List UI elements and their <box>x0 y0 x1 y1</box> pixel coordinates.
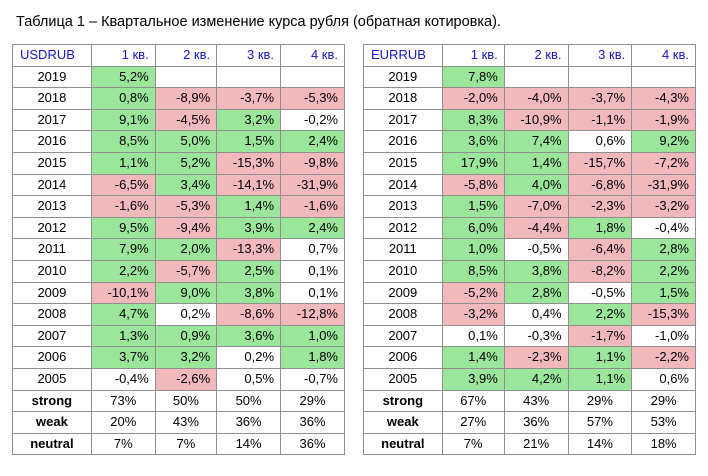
table-row <box>13 282 345 304</box>
cell-q4: 9,2% <box>632 131 696 153</box>
row-year: 2008 <box>364 304 443 326</box>
summary-value-q4: 36% <box>281 412 345 434</box>
cell-q4: 2,4% <box>281 217 345 239</box>
cell-q3: 3,9% <box>217 217 281 239</box>
cell-q3: -8,2% <box>568 260 632 282</box>
cell-q3: -1,1% <box>568 109 632 131</box>
cell-q1: 8,5% <box>442 260 504 282</box>
cell-q1: 3,6% <box>442 131 504 153</box>
row-year: 2019 <box>13 66 92 88</box>
cell-q2: 0,2% <box>155 304 216 326</box>
table-row <box>13 325 345 347</box>
cell-q2: 3,2% <box>155 347 216 369</box>
cell-q2: -4,4% <box>504 217 568 239</box>
table-row <box>364 174 696 196</box>
cell-q1: -2,0% <box>442 88 504 110</box>
cell-q4: -12,8% <box>281 304 345 326</box>
summary-value-q2: 7% <box>155 433 216 455</box>
table-row <box>13 260 345 282</box>
table-row <box>13 109 345 131</box>
cell-q3: -15,3% <box>217 152 281 174</box>
table-row <box>13 66 345 88</box>
cell-q1: 1,0% <box>442 239 504 261</box>
cell-q3: -15,7% <box>568 152 632 174</box>
table-row <box>13 217 345 239</box>
summary-value-q2: 21% <box>504 433 568 455</box>
summary-row <box>13 390 345 412</box>
cell-q2: -4,0% <box>504 88 568 110</box>
cell-q1: 9,5% <box>91 217 155 239</box>
column-header-q1: 1 кв. <box>91 45 155 67</box>
usdrub-table-footer <box>13 390 345 455</box>
cell-q3: 1,4% <box>217 196 281 218</box>
summary-value-q3: 36% <box>217 412 281 434</box>
cell-q2: 4,2% <box>504 368 568 390</box>
row-year: 2018 <box>364 88 443 110</box>
summary-value-q3: 14% <box>568 433 632 455</box>
cell-q3: 1,1% <box>568 347 632 369</box>
table-caption: Таблица 1 – Квартальное изменение курса рубля (обратная котировка). <box>16 14 501 30</box>
cell-q4: 0,1% <box>281 282 345 304</box>
table-row <box>13 304 345 326</box>
cell-q2: -0,5% <box>504 239 568 261</box>
eurrub-table-body <box>364 66 696 390</box>
row-year: 2007 <box>364 325 443 347</box>
cell-q2: 5,2% <box>155 152 216 174</box>
cell-q2: -7,0% <box>504 196 568 218</box>
summary-value-q4: 29% <box>632 390 696 412</box>
cell-q3: -6,4% <box>568 239 632 261</box>
cell-q3 <box>568 66 632 88</box>
cell-q4: -3,2% <box>632 196 696 218</box>
summary-value-q1: 67% <box>442 390 504 412</box>
table-row <box>13 196 345 218</box>
summary-label: weak <box>13 412 92 434</box>
cell-q2 <box>504 66 568 88</box>
cell-q3: 3,2% <box>217 109 281 131</box>
cell-q1: 1,4% <box>442 347 504 369</box>
cell-q1: 8,3% <box>442 109 504 131</box>
eurrub-table-footer <box>364 390 696 455</box>
cell-q3: 0,6% <box>568 131 632 153</box>
cell-q1: 17,9% <box>442 152 504 174</box>
cell-q1: 3,9% <box>442 368 504 390</box>
table-row <box>13 88 345 110</box>
cell-q4 <box>632 66 696 88</box>
row-year: 2013 <box>364 196 443 218</box>
cell-q1: 7,9% <box>91 239 155 261</box>
summary-value-q1: 20% <box>91 412 155 434</box>
cell-q2: -9,4% <box>155 217 216 239</box>
cell-q2: 3,4% <box>155 174 216 196</box>
cell-q4: 2,8% <box>632 239 696 261</box>
cell-q2: -5,7% <box>155 260 216 282</box>
cell-q3: 3,8% <box>217 282 281 304</box>
summary-value-q1: 73% <box>91 390 155 412</box>
cell-q1: 7,8% <box>442 66 504 88</box>
summary-row <box>13 433 345 455</box>
table-row <box>364 347 696 369</box>
cell-q3: -8,6% <box>217 304 281 326</box>
table-row <box>364 88 696 110</box>
row-year: 2017 <box>364 109 443 131</box>
row-year: 2015 <box>13 152 92 174</box>
cell-q2: 1,4% <box>504 152 568 174</box>
row-year: 2011 <box>364 239 443 261</box>
cell-q4: 2,4% <box>281 131 345 153</box>
cell-q3: -14,1% <box>217 174 281 196</box>
cell-q3: -1,7% <box>568 325 632 347</box>
table-row <box>364 260 696 282</box>
row-year: 2008 <box>13 304 92 326</box>
table-row <box>13 152 345 174</box>
summary-value-q3: 50% <box>217 390 281 412</box>
summary-value-q1: 27% <box>442 412 504 434</box>
summary-value-q1: 7% <box>91 433 155 455</box>
cell-q1: 3,7% <box>91 347 155 369</box>
cell-q4: -0,7% <box>281 368 345 390</box>
cell-q4: -31,9% <box>281 174 345 196</box>
row-year: 2006 <box>364 347 443 369</box>
summary-value-q3: 29% <box>568 390 632 412</box>
row-year: 2010 <box>13 260 92 282</box>
table-row <box>364 282 696 304</box>
cell-q3: 3,6% <box>217 325 281 347</box>
table-header-row <box>13 45 345 67</box>
table-row <box>364 368 696 390</box>
table-row <box>364 217 696 239</box>
cell-q3: -2,3% <box>568 196 632 218</box>
table-row <box>364 152 696 174</box>
table-row <box>364 131 696 153</box>
cell-q4: 1,5% <box>632 282 696 304</box>
cell-q3: -3,7% <box>217 88 281 110</box>
row-year: 2010 <box>364 260 443 282</box>
cell-q4: 2,2% <box>632 260 696 282</box>
table-row <box>13 347 345 369</box>
tables-container <box>12 44 696 455</box>
summary-value-q4: 18% <box>632 433 696 455</box>
cell-q4: -5,3% <box>281 88 345 110</box>
cell-q1: -10,1% <box>91 282 155 304</box>
cell-q1: 8,5% <box>91 131 155 153</box>
cell-q2: -8,9% <box>155 88 216 110</box>
row-year: 2013 <box>13 196 92 218</box>
cell-q4: -1,0% <box>632 325 696 347</box>
summary-value-q2: 43% <box>504 390 568 412</box>
column-header-q4: 4 кв. <box>632 45 696 67</box>
cell-q3: 0,2% <box>217 347 281 369</box>
row-year: 2005 <box>364 368 443 390</box>
cell-q4: 1,0% <box>281 325 345 347</box>
table-row <box>13 368 345 390</box>
cell-q3: 1,5% <box>217 131 281 153</box>
column-header-q1: 1 кв. <box>442 45 504 67</box>
column-header-usdrub: USDRUB <box>13 45 92 67</box>
cell-q1: 2,2% <box>91 260 155 282</box>
cell-q4: 0,7% <box>281 239 345 261</box>
summary-value-q4: 29% <box>281 390 345 412</box>
table-row <box>364 66 696 88</box>
cell-q1: 1,3% <box>91 325 155 347</box>
cell-q1: 1,1% <box>91 152 155 174</box>
cell-q3: 2,2% <box>568 304 632 326</box>
cell-q4: -1,6% <box>281 196 345 218</box>
summary-label: weak <box>364 412 443 434</box>
row-year: 2012 <box>13 217 92 239</box>
summary-value-q2: 50% <box>155 390 216 412</box>
column-header-q3: 3 кв. <box>568 45 632 67</box>
summary-row <box>364 433 696 455</box>
cell-q1: -5,8% <box>442 174 504 196</box>
row-year: 2019 <box>364 66 443 88</box>
cell-q2: 9,0% <box>155 282 216 304</box>
column-header-q3: 3 кв. <box>217 45 281 67</box>
cell-q1: -3,2% <box>442 304 504 326</box>
summary-row <box>364 412 696 434</box>
cell-q1: -5,2% <box>442 282 504 304</box>
cell-q1: 1,5% <box>442 196 504 218</box>
row-year: 2006 <box>13 347 92 369</box>
cell-q2: 4,0% <box>504 174 568 196</box>
summary-label: neutral <box>13 433 92 455</box>
table-row <box>13 131 345 153</box>
cell-q3 <box>217 66 281 88</box>
cell-q4: 0,6% <box>632 368 696 390</box>
row-year: 2016 <box>13 131 92 153</box>
cell-q4: -9,8% <box>281 152 345 174</box>
cell-q1: 4,7% <box>91 304 155 326</box>
summary-label: strong <box>13 390 92 412</box>
cell-q4: 0,1% <box>281 260 345 282</box>
cell-q1: -6,5% <box>91 174 155 196</box>
usdrub-table <box>12 44 345 455</box>
cell-q3: 1,1% <box>568 368 632 390</box>
table-row <box>364 109 696 131</box>
summary-label: neutral <box>364 433 443 455</box>
cell-q4: -0,4% <box>632 217 696 239</box>
cell-q2: -0,3% <box>504 325 568 347</box>
cell-q3: -3,7% <box>568 88 632 110</box>
row-year: 2018 <box>13 88 92 110</box>
cell-q3: -13,3% <box>217 239 281 261</box>
table-row <box>364 239 696 261</box>
cell-q4: -15,3% <box>632 304 696 326</box>
cell-q2: -10,9% <box>504 109 568 131</box>
column-header-eurrub: EURRUB <box>364 45 443 67</box>
cell-q1: 0,1% <box>442 325 504 347</box>
summary-value-q4: 53% <box>632 412 696 434</box>
table-row <box>13 174 345 196</box>
cell-q4: -0,2% <box>281 109 345 131</box>
cell-q1: 9,1% <box>91 109 155 131</box>
row-year: 2009 <box>13 282 92 304</box>
cell-q2: 5,0% <box>155 131 216 153</box>
column-header-q2: 2 кв. <box>504 45 568 67</box>
row-year: 2017 <box>13 109 92 131</box>
usdrub-table-body <box>13 66 345 390</box>
cell-q2: -5,3% <box>155 196 216 218</box>
row-year: 2014 <box>364 174 443 196</box>
cell-q4: 1,8% <box>281 347 345 369</box>
row-year: 2005 <box>13 368 92 390</box>
cell-q1: 0,8% <box>91 88 155 110</box>
row-year: 2007 <box>13 325 92 347</box>
table-header-row <box>364 45 696 67</box>
table-row <box>364 304 696 326</box>
column-header-q4: 4 кв. <box>281 45 345 67</box>
cell-q1: 6,0% <box>442 217 504 239</box>
cell-q3: 1,8% <box>568 217 632 239</box>
cell-q4: -7,2% <box>632 152 696 174</box>
summary-value-q2: 43% <box>155 412 216 434</box>
row-year: 2011 <box>13 239 92 261</box>
cell-q2: 0,9% <box>155 325 216 347</box>
summary-row <box>13 412 345 434</box>
row-year: 2015 <box>364 152 443 174</box>
cell-q4: -31,9% <box>632 174 696 196</box>
cell-q1: 5,2% <box>91 66 155 88</box>
table-row <box>364 325 696 347</box>
cell-q2: -4,5% <box>155 109 216 131</box>
cell-q2: 0,4% <box>504 304 568 326</box>
column-header-q2: 2 кв. <box>155 45 216 67</box>
summary-label: strong <box>364 390 443 412</box>
cell-q3: 2,5% <box>217 260 281 282</box>
summary-value-q4: 36% <box>281 433 345 455</box>
summary-value-q3: 57% <box>568 412 632 434</box>
summary-value-q1: 7% <box>442 433 504 455</box>
table-row <box>13 239 345 261</box>
cell-q3: -0,5% <box>568 282 632 304</box>
table-row <box>364 196 696 218</box>
cell-q2 <box>155 66 216 88</box>
summary-value-q3: 14% <box>217 433 281 455</box>
cell-q2: 2,8% <box>504 282 568 304</box>
summary-row <box>364 390 696 412</box>
cell-q4 <box>281 66 345 88</box>
cell-q2: -2,6% <box>155 368 216 390</box>
cell-q1: -0,4% <box>91 368 155 390</box>
cell-q2: 7,4% <box>504 131 568 153</box>
row-year: 2012 <box>364 217 443 239</box>
row-year: 2014 <box>13 174 92 196</box>
cell-q2: 2,0% <box>155 239 216 261</box>
cell-q1: -1,6% <box>91 196 155 218</box>
row-year: 2016 <box>364 131 443 153</box>
row-year: 2009 <box>364 282 443 304</box>
summary-value-q2: 36% <box>504 412 568 434</box>
cell-q3: -6,8% <box>568 174 632 196</box>
cell-q2: -2,3% <box>504 347 568 369</box>
cell-q4: -4,3% <box>632 88 696 110</box>
cell-q4: -2,2% <box>632 347 696 369</box>
cell-q2: 3,8% <box>504 260 568 282</box>
eurrub-table <box>363 44 696 455</box>
cell-q3: 0,5% <box>217 368 281 390</box>
cell-q4: -1,9% <box>632 109 696 131</box>
